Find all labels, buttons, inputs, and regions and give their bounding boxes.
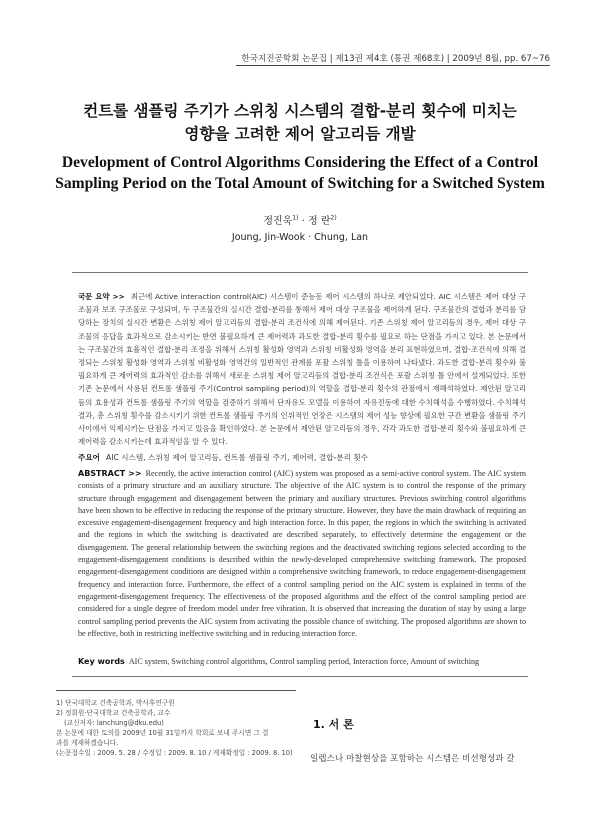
author-separator: ·	[298, 216, 309, 227]
author-2-name: 정 란	[308, 216, 331, 227]
authors-english: Joung, Jin-Wook · Chung, Lan	[231, 232, 369, 243]
title-korean	[40, 100, 560, 146]
footnote-discussion-notice: 본 논문에 대한 토의를 2009년 10월 31일까지 학회로 보내 주시면 그 결	[56, 729, 269, 737]
journal-header: 한국지진공학회 논문집 | 제13권 제4호 (통권 제68호) | 2009년 8월, pp. 67~76	[241, 54, 550, 64]
abstract-english	[78, 468, 526, 640]
author-1-name: 정진욱	[263, 216, 293, 227]
abstract-bottom-rule	[72, 676, 528, 677]
abstract-english-text: Recently, the active interaction control (AIC) system was proposed as a semi-active control system. The AIC system consists of a primary structure and an auxiliary structure. The objective of the AIC system is to control the response of the primary structure through engagement and disengagement between the primary and auxiliary structures. Previous switching control algorithms have been shown to be effective in reducing the response of the primary structure. However, they have the main drawback of requiring an excessive engagement-disengagement frequency and high interaction force. In this paper, the regions in which the switching is activated and the regions in which the switching is deactivated are described separately, to effectively determine the engagement or the disengagement. The general relationship between the switching regions and the deactivated switching regions selected according to the engagement-disengagement conditions is described within the newly-developed comprehensive switching framework. The proposed engagement-disengagement conditions are designed within a comprehensive switching framework, to reduce engagement-disengagement frequency and interaction force. Furthermore, the effect of a control sampling period on the AIC system is explained in terms of the engagement-disengagement frequency. The effectiveness of the proposed algorithms and the effect of the control sampling period are considered for a single degree of freedom model under free vibration. It is observed that increasing the duration of stay by using a large control sampling period prevents the AIC system from activating the possible chance of switching. The proposed algorithms are shown to be effective, both in restricting ineffective switching and in reducing interaction force.	[78, 469, 527, 638]
section-heading-introduction: 1. 서 론	[313, 718, 354, 731]
footnote-discussion-notice-cont: 과를 게재하겠습니다.	[56, 739, 119, 747]
keywords-korean-text: AIC 시스템, 스위칭 제어 알고리듬, 컨트롤 샘플링 주기, 제어력, 결합-분리 횟수	[106, 453, 369, 462]
header-rule	[236, 65, 550, 66]
keywords-korean-label: 주요어	[78, 453, 101, 462]
footnote-rule	[56, 690, 296, 691]
author-1-affiliation-mark: 1)	[292, 214, 299, 222]
title-korean-line-1: 컨트롤 샘플링 주기가 스위칭 시스템의 결합-분리 횟수에 미치는	[83, 102, 517, 120]
title-english	[30, 152, 570, 194]
footnote-dates: (논문접수일 : 2009. 5. 28 / 수정일 : 2009. 8. 10 / 게재확정일 : 2009. 8. 10)	[56, 749, 293, 757]
body-text-first-line: 일렙스나 마찰현상을 포함하는 시스템은 비선형성과 갈	[310, 754, 515, 764]
abstract-korean-text: 최근에 Active interaction control(AIC) 시스템이 준능동 제어 시스템의 하나로 제안되었다. AIC 시스템은 제어 대상 구조물과 보조 구조물로 구성되며, 두 구조물간의 실시간 결합-분리를 통해서 제어 대상 구조물을 제어하게 된다. 구조물간의 결합과 분리를 담당하는 장치의 실시간 변환은 스위칭 제어 알고리듬의 결합-분리 조건식에 의해 제어된다. 기존 스위칭 제어 알고리듬의 경우, 제어 대상 구조물의 응답을 효과적으로 감소시키는 반면 불필요하게 큰 제어력과 과도한 결합-분리 횟수를 필요로 하는 단점을 가지고 있다. 본 논문에서는 구조물간의 효율적인 결합-분리 조정을 위해서 스위칭 활성화 영역과 스위칭 비활성화 영역을 분리 표현하였으며, 결합-조건식에 의해 결정되는 스위칭 활성화 영역과 스위칭 비활성화 영역간의 일반적인 관계를 포괄 스위칭 틀을 이용하여 나타냈다. 과도한 결합-분리 횟수와 불필요하게 큰 제어력의 효과적인 감소를 위해서 새로운 스위칭 제어 알고리듬의 결합-분리 조건식은 포괄 스위칭 틀 안에서 설계되었다. 또한 기존 논문에서 사용된 컨트롤 샘플링 주기(Control sampling period)의 역할을 결합-분리 횟수의 관점에서 재해석하였다. 제안된 알고리듬의 효용성과 컨트롤 샘플링 주기의 역할을 검증하기 위해서 단자유도 모델을 이용하여 자유진동에 대한 수치해석을 수행하였다. 수치해석결과, 총 스위칭 횟수를 감소시키기 위한 컨트롤 샘플링 주기의 인위적인 연장은 시스템의 제어 성능 향상에 필요한 구간 변환을 샘플링 주기 사이에서 익제시키는 단점을 가지고 있음을 확인하였다. 본 논문에서 제안된 알고리듬의 경우, 각각 과도한 결합-분리 횟수와 불필요하게 큰 제어력을 감소시키는데 효과적임을 알 수 있다.	[78, 292, 526, 447]
keywords-english	[78, 657, 526, 666]
footnotes	[56, 698, 296, 758]
keywords-korean	[78, 452, 526, 463]
footnote-affiliation-1: 1) 단국대학교 건축공학과, 박사후연구원	[56, 699, 175, 707]
footnote-affiliation-2: 2) 정회원·단국대학교 건축공학과, 교수	[56, 709, 171, 717]
abstract-top-rule	[72, 272, 528, 273]
abstract-english-label: ABSTRACT >>	[78, 469, 142, 478]
title-english-line-2: Sampling Period on the Total Amount of Switching for a Switched System	[55, 175, 545, 192]
title-korean-line-2: 영향을 고려한 제어 알고리듬 개발	[184, 125, 416, 143]
title-english-line-1: Development of Control Algorithms Considering the Effect of a Control	[61, 154, 539, 171]
keywords-english-label: Key words	[78, 657, 125, 666]
author-2-affiliation-mark: 2)	[330, 214, 337, 222]
keywords-english-text: AIC system, Switching control algorithms, Control sampling period, Interaction force, Amount of switching	[128, 657, 480, 666]
abstract-korean-label: 국문 요약 >>	[78, 292, 125, 301]
footnote-corresponding-author: (교신저자: lanchung@dku.edu)	[64, 719, 164, 727]
abstract-korean	[78, 290, 526, 448]
authors-korean	[0, 212, 600, 227]
